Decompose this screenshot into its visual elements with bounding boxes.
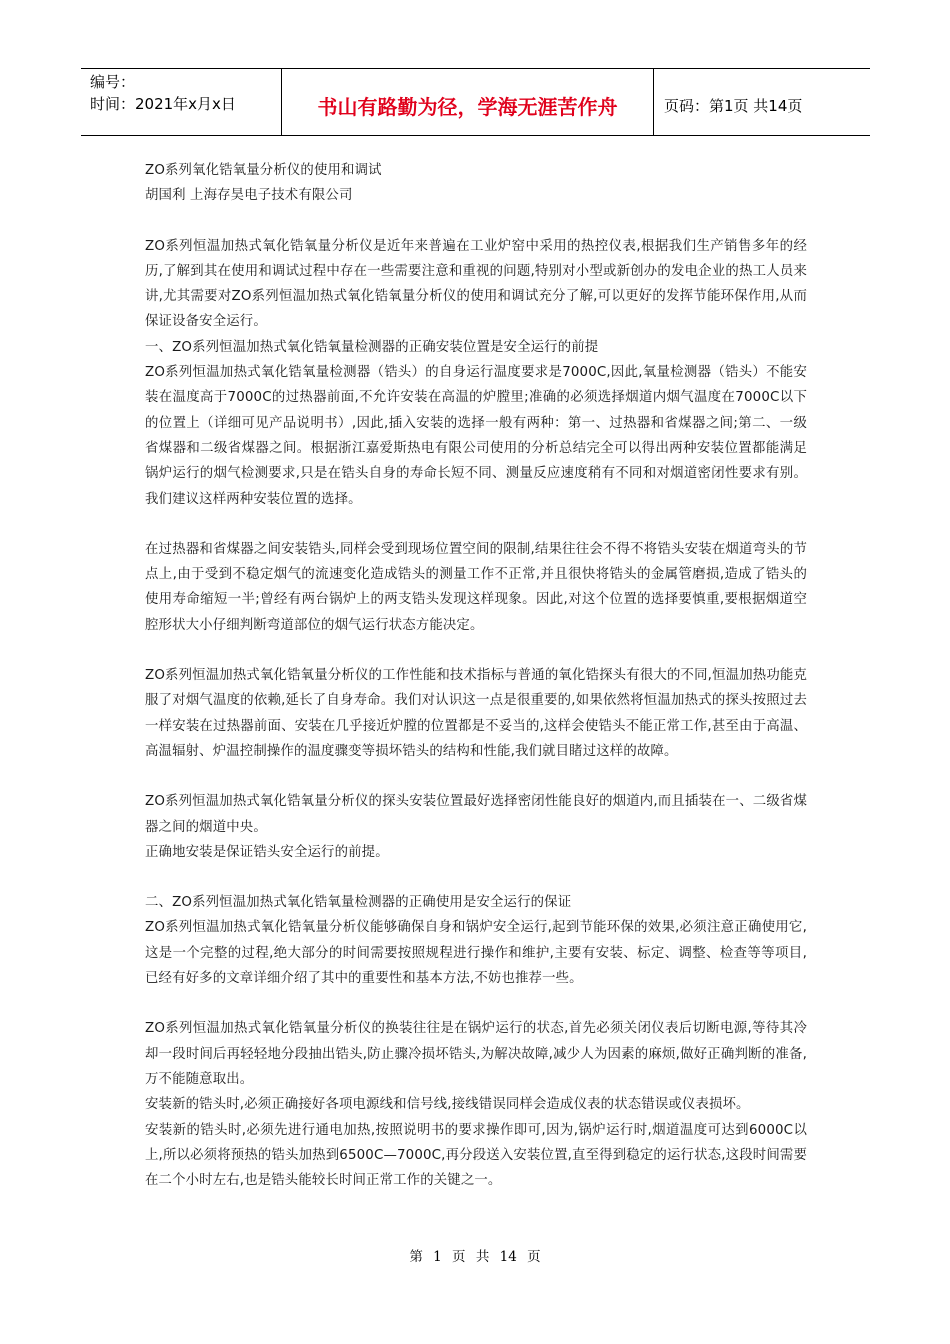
paragraph: ZO系列恒温加热式氧化锆氧量分析仪的工作性能和技术指标与普通的氧化锆探头有很大的不同,恒温加热功能克服了对烟气温度的依赖,延长了自身寿命。我们对认识这一点是很重要的,如果依然将恒温加热式的探头按照过去一样安装在过热器前面、安装在几乎接近炉膛的位置都是不妥当的,这样会使锆头不能正常工作,甚至由于高温、高温辐射、炉温控制操作的温度骤变等损坏锆头的结构和性能,我们就目睹过这样的故障。 [145, 668, 807, 759]
document-number: 编号： [90, 73, 136, 91]
article-body [145, 158, 807, 1193]
section-heading: 一、ZO系列恒温加热式氧化锆氧量检测器的正确安装位置是安全运行的前提 [145, 339, 599, 355]
section-heading: 二、ZO系列恒温加热式氧化锆氧量检测器的正确使用是安全运行的保证 [145, 895, 572, 911]
paragraph: ZO系列恒温加热式氧化锆氧量分析仪是近年来普遍在工业炉窑中采用的热控仪表,根据我们生产销售多年的经历,了解到其在使用和调试过程中存在一些需要注意和重视的问题,特别对小型或新创办的发电企业的热工人员来讲,尤其需要对ZO系列恒温加热式氧化锆氧量分析仪的使用和调试充分了解,可以更好的发挥节能环保作用,从而保证设备安全运行。 [145, 238, 807, 330]
paragraph: 正确地安装是保证锆头安全运行的前提。 [145, 844, 389, 860]
paragraph: ZO系列恒温加热式氧化锆氧量分析仪的换装往往是在锅炉运行的状态,首先必须关闭仪表后切断电源,等待其冷却一段时间后再轻轻地分段抽出锆头,防止骤冷损坏锆头,为解决故障,减少人为因素的麻烦,做好正确判断的准备,万不能随意取出。 [145, 1021, 807, 1087]
header-table [81, 68, 870, 136]
page-number-label: 页码：第1页 共14页 [664, 96, 803, 115]
spacer [145, 764, 807, 789]
spacer [145, 638, 807, 663]
spacer [145, 991, 807, 1016]
header-info-cell [81, 69, 282, 135]
header-motto-cell [282, 69, 654, 135]
paragraph: 安装新的锆头时,必须正确接好各项电源线和信号线,接线错误同样会造成仪表的状态错误或仪表损坏。 [145, 1097, 750, 1113]
paragraph: ZO系列恒温加热式氧化锆氧量检测器（锆头）的自身运行温度要求是7000C,因此,氧量检测器（锆头）不能安装在温度高于7000C的过热器前面,不允许安装在高温的炉膛里;准确的必须选择烟道内烟气温度在7000C以下的位置上（详细可见产品说明书）,因此,插入安装的选择一般有两种：第一、过热器和省煤器之间;第二、一级省煤器和二级省煤器之间。根据浙江嘉爱斯热电有限公司使用的分析总结完全可以得出两种安装位置都能满足锅炉运行的烟气检测要求,只是在锆头自身的寿命长短不同、测量反应速度稍有不同和对烟道密闭性要求有别。我们建议这样两种安装位置的选择。 [145, 365, 807, 507]
spacer [145, 865, 807, 890]
spacer [145, 209, 807, 234]
paragraph: 安装新的锆头时,必须先进行通电加热,按照说明书的要求操作即可,因为,锅炉运行时,烟道温度可达到6000C以上,所以必须将预热的锆头加热到6500C—7000C,再分段送入安装位置,直至得到稳定的运行状态,这段时间需要在二个小时左右,也是锆头能较长时间正常工作的关键之一。 [145, 1122, 807, 1189]
page-footer [0, 1245, 950, 1265]
paragraph: ZO系列恒温加热式氧化锆氧量分析仪能够确保自身和锅炉安全运行,起到节能环保的效果,必须注意正确使用它,这是一个完整的过程,绝大部分的时间需要按照规程进行操作和维护,主要有安装、标定、调整、检查等等项目,已经有好多的文章详细介绍了其中的重要性和基本方法,不妨也推荐一些。 [145, 920, 807, 987]
motto-text: 书山有路勤为径，学海无涯苦作舟 [317, 94, 618, 119]
spacer [145, 512, 807, 537]
article-title: ZO系列氧化锆氧量分析仪的使用和调试 [145, 163, 382, 178]
footer-page-number: 第 1 页 共 14 页 [409, 1249, 541, 1265]
document-date: 时间：2021年x月x日 [90, 95, 236, 113]
paragraph: 在过热器和省煤器之间安装锆头,同样会受到现场位置空间的限制,结果往往会不得不将锆头安装在烟道弯头的节点上,由于受到不稳定烟气的流速变化造成锆头的测量工作不正常,并且很快将锆头的金属管磨损,造成了锆头的使用寿命缩短一半;曾经有两台锅炉上的两支锆头发现这样现象。因此,对这个位置的选择要慎重,要根据烟道空腔形状大小仔细判断弯道部位的烟气运行状态方能决定。 [145, 541, 807, 633]
article-author: 胡国利 上海存昊电子技术有限公司 [145, 188, 353, 204]
paragraph: ZO系列恒温加热式氧化锆氧量分析仪的探头安装位置最好选择密闭性能良好的烟道内,而且插装在一、二级省煤器之间的烟道中央。 [145, 794, 807, 835]
header-page-cell [654, 69, 870, 135]
